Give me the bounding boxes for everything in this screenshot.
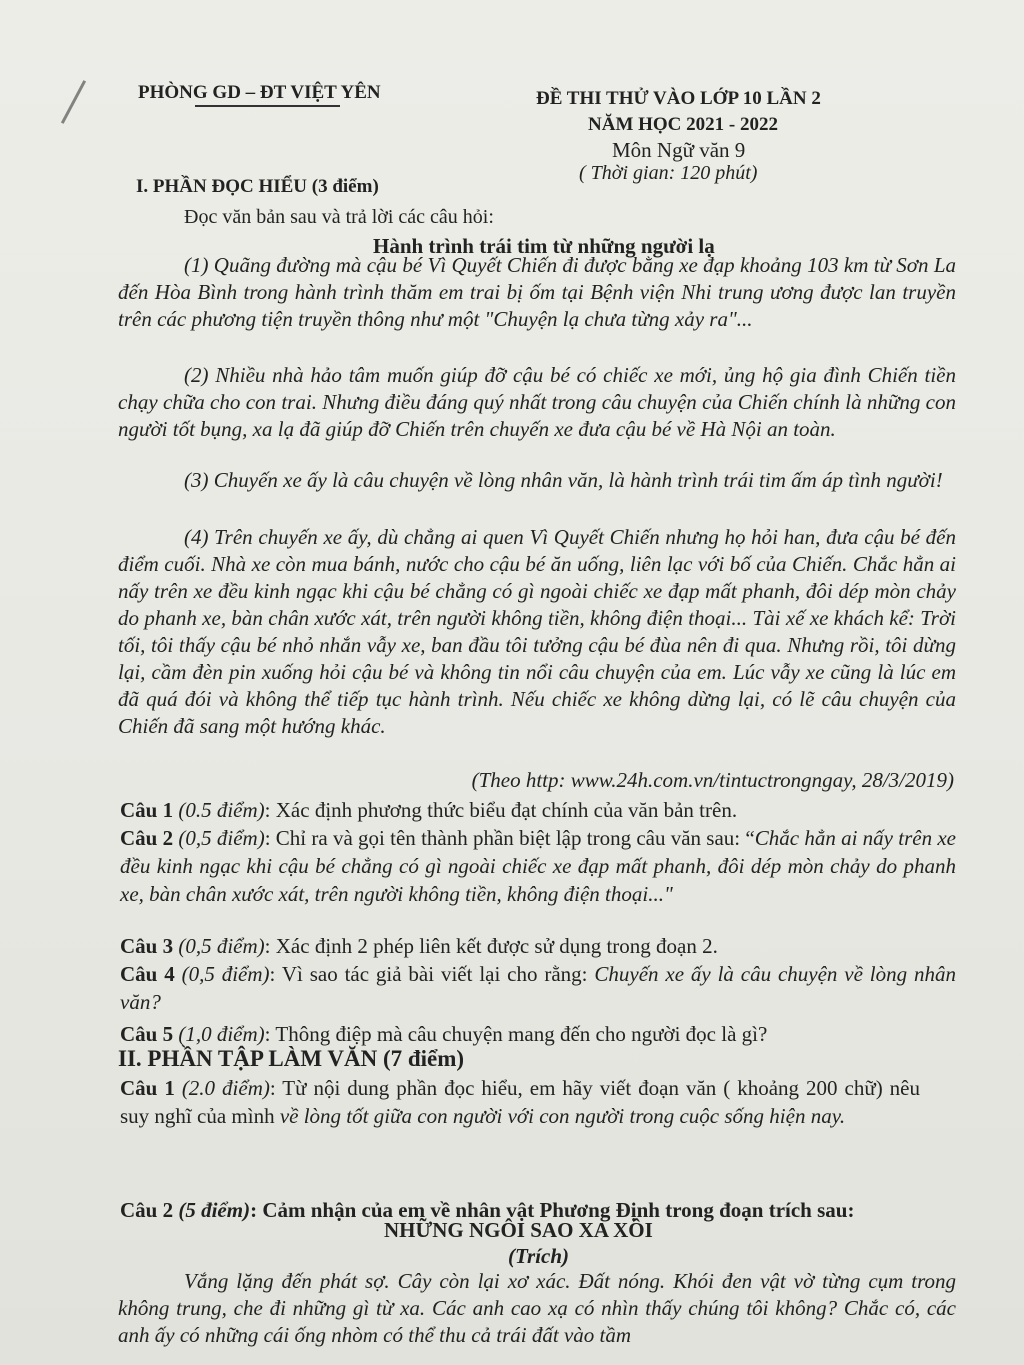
question-1	[120, 796, 956, 824]
subject: Môn Ngữ văn 9	[612, 138, 746, 162]
school-year: NĂM HỌC 2021 - 2022	[588, 114, 778, 135]
question-points: (1,0 điểm)	[178, 1022, 265, 1046]
question-points: (5 điểm)	[178, 1198, 251, 1222]
question-label: Câu 1	[120, 1076, 175, 1100]
writing-question-1	[120, 1074, 920, 1130]
question-quote: Chuyến xe ấy là câu chuyện về lòng nhân văn?	[120, 962, 957, 1014]
question-text: : Chỉ ra và gọi tên thành phần biệt lập trong câu văn sau: “	[264, 826, 755, 850]
organization-underline	[195, 105, 340, 107]
source-citation: (Theo http: www.24h.com.vn/tintuctrongngay, 28/3/2019)	[471, 768, 954, 792]
question-points: (2.0 điểm)	[181, 1076, 270, 1100]
paragraph-2: (2) Nhiều nhà hảo tâm muốn giúp đỡ cậu bé có chiếc xe mới, ủng hộ gia đình Chiến tiền chạy chữa cho con trai. Nhưng điều đáng quý nhất trong câu chuyện của Chiến chính là những con người tốt bụng, xa lạ đã giúp đỡ Chiến trên chuyến xe đưa cậu bé về Hà Nội an toàn.	[118, 363, 956, 441]
question-4	[120, 960, 956, 1016]
question-text: : Xác định phương thức biểu đạt chính của văn bản trên.	[264, 798, 738, 822]
question-label: Câu 2	[120, 1198, 174, 1222]
question-text: : Từ nội dung phần đọc hiểu, em hãy viết đoạn văn ( khoảng 200 chữ) nêu suy nghĩ của mình	[120, 1076, 921, 1128]
question-text: : Cảm nhận của em về nhân vật Phương Định trong đoạn trích sau:	[250, 1198, 855, 1222]
paragraph-3: (3) Chuyến xe ấy là câu chuyện về lòng nhân văn, là hành trình trái tim ấm áp tình người!	[184, 468, 943, 492]
question-points: (0,5 điểm)	[178, 826, 265, 850]
question-text: : Xác định 2 phép liên kết được sử dụng trong đoạn 2.	[264, 934, 718, 958]
story-subtitle: (Trích)	[508, 1244, 570, 1268]
question-label: Câu 2	[120, 826, 174, 850]
question-label: Câu 5	[120, 1022, 174, 1046]
question-text: : Vì sao tác giả bài viết lại cho rằng:	[269, 962, 595, 986]
question-label: Câu 1	[120, 798, 174, 822]
question-quote: Chắc hẳn ai nấy trên xe đều kinh ngạc khi cậu bé chẳng có gì ngoài chiếc xe đạp mất phanh, đôi dép mòn chảy do phanh xe, bàn chân xước xát, trên người không tiền, không điện thoại..."	[120, 826, 956, 906]
question-text: : Thông điệp mà câu chuyện mang đến cho người đọc là gì?	[264, 1022, 768, 1046]
question-points: (0,5 điểm)	[178, 934, 265, 958]
section1-heading: I. PHẦN ĐỌC HIỂU (3 điểm)	[136, 176, 379, 197]
exam-time: ( Thời gian: 120 phút)	[579, 162, 758, 184]
question-3	[120, 932, 956, 960]
paragraph-1: (1) Quãng đường mà cậu bé Vì Quyết Chiến đi được bằng xe đạp khoảng 103 km từ Sơn La đến Hòa Bình trong hành trình thăm em trai bị ốm tại Bệnh viện Nhi trung ương được lan truyền trên các phương tiện truyền thông như một "Chuyện lạ chưa từng xảy ra"...	[118, 253, 956, 331]
paragraph-4: (4) Trên chuyến xe ấy, dù chẳng ai quen Vì Quyết Chiến nhưng họ hỏi han, đưa cậu bé đến điểm cuối. Nhà xe còn mua bánh, nước cho cậu bé ăn uống, liên lạc với bố của Chiến. Chắc hẳn ai nấy trên xe đều kinh ngạc khi cậu bé chẳng có gì ngoài chiếc xe đạp mất phanh, đôi dép mòn chảy do phanh xe, bàn chân xước xát, trên người không tiền, không điện thoại... Tài xế xe khách kể: Trời tối, tôi thấy cậu bé nhỏ nhắn vẫy xe, ban đầu tôi tưởng cậu bé đùa nên đi qua. Nhưng rồi, tôi dừng lại, cầm đèn pin xuống hỏi cậu bé và không tin nổi câu chuyện của em. Lúc vẫy xe cũng là lúc em đã quá đói và không thể tiếp tục hành trình. Nếu chiếc xe không dừng lại, có lẽ câu chuyện của Chiến đã sang một hướng khác.	[118, 525, 956, 738]
question-label: Câu 4	[120, 962, 175, 986]
section2-heading: II. PHẦN TẬP LÀM VĂN (7 điểm)	[118, 1046, 465, 1071]
organization: PHÒNG GD – ĐT VIỆT YÊN	[138, 82, 381, 103]
question-points: (0.5 điểm)	[178, 798, 265, 822]
reading-text-title: Hành trình trái tim từ những người lạ	[373, 234, 715, 258]
question-quote: về lòng tốt giữa con người với con người trong cuộc sống hiện nay.	[279, 1104, 846, 1128]
exam-title: ĐỀ THI THỬ VÀO LỚP 10 LẦN 2	[536, 88, 821, 109]
story-title: NHỮNG NGÔI SAO XA XÔI	[384, 1218, 653, 1242]
question-2	[120, 824, 956, 908]
instruction: Đọc văn bản sau và trả lời các câu hỏi:	[184, 206, 494, 228]
pen-mark	[61, 80, 86, 124]
question-label: Câu 3	[120, 934, 174, 958]
story-excerpt: Vắng lặng đến phát sợ. Cây còn lại xơ xác. Đất nóng. Khói đen vật vờ từng cụm trong không trung, che đi những gì từ xa. Các anh cao xạ có nhìn thấy chúng tôi không? Chắc có, các anh ấy có những cái ống nhòm có thể thu cả trái đất vào tầm	[118, 1269, 956, 1347]
question-5	[120, 1020, 956, 1048]
question-points: (0,5 điểm)	[181, 962, 270, 986]
